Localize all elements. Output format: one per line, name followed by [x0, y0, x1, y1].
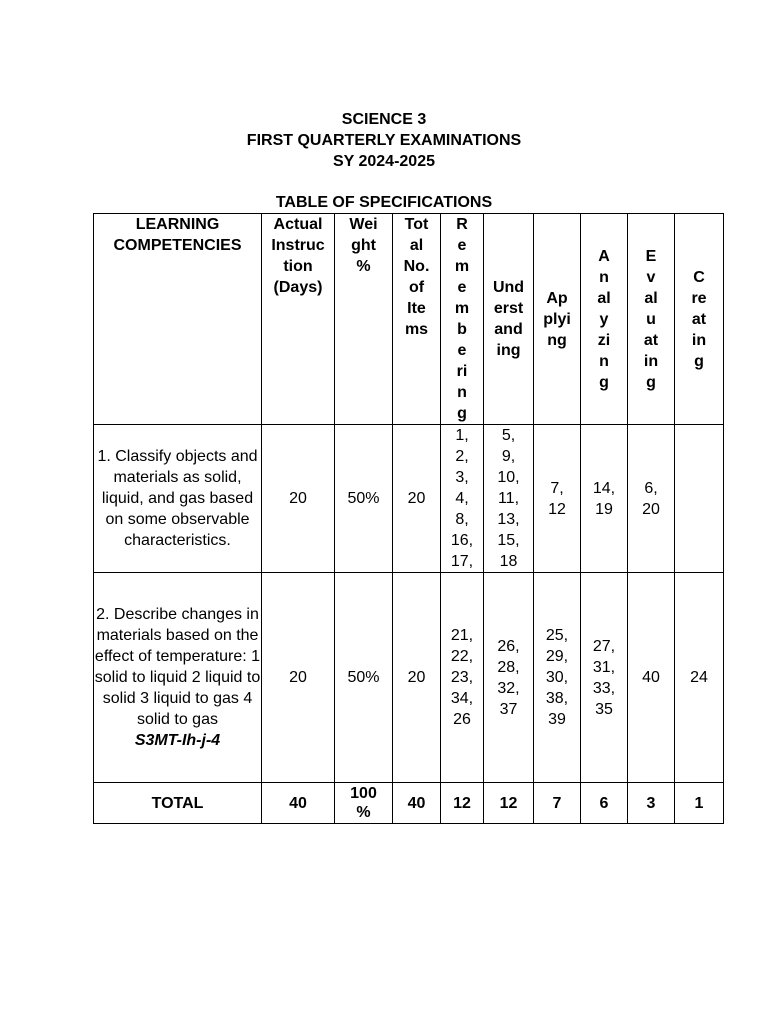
school-year: SY 2024-2025: [332, 153, 435, 170]
total-days: 40: [262, 783, 335, 824]
col-header-remembering: R e m e m b e ri n g: [441, 214, 484, 425]
total-items-cell: 20: [393, 425, 441, 573]
col-header-total-items: Tot al No. of Ite ms: [393, 214, 441, 425]
col-header-understanding: Und erst and ing: [484, 214, 534, 425]
col-header-applying: Ap plyi ng: [534, 214, 581, 425]
total-items-cell: 20: [393, 573, 441, 783]
col-header-weight: Wei ght %: [335, 214, 393, 425]
days-cell: 20: [262, 573, 335, 783]
table-row: [94, 425, 724, 573]
analyzing-cell: 27, 31, 33, 35: [581, 573, 628, 783]
specifications-table: [93, 213, 724, 824]
exam-title: FIRST QUARTERLY EXAMINATIONS: [246, 132, 522, 149]
understanding-cell: 26, 28, 32, 37: [484, 573, 534, 783]
total-items: 40: [393, 783, 441, 824]
understanding-cell: 5, 9, 10, 11, 13, 15, 18: [484, 425, 534, 573]
col-header-creating: C re at in g: [675, 214, 724, 425]
total-remembering: 12: [441, 783, 484, 824]
creating-cell: 24: [675, 573, 724, 783]
evaluating-cell: 6, 20: [628, 425, 675, 573]
total-creating: 1: [675, 783, 724, 824]
remembering-cell: 21, 22, 23, 34, 26: [441, 573, 484, 783]
weight-cell: 50%: [335, 573, 393, 783]
total-analyzing: 6: [581, 783, 628, 824]
total-weight: 100 %: [335, 783, 393, 824]
competency-cell: 1. Classify objects and materials as solid, liquid, and gas based on some observable characteristics.: [94, 425, 262, 573]
table-row: [94, 573, 724, 783]
total-row: [94, 783, 724, 824]
col-header-competencies: LEARNING COMPETENCIES: [94, 214, 262, 425]
col-header-analyzing: A n al y zi n g: [581, 214, 628, 425]
analyzing-cell: 14, 19: [581, 425, 628, 573]
col-header-evaluating: E v al u at in g: [628, 214, 675, 425]
applying-cell: 7, 12: [534, 425, 581, 573]
total-label: TOTAL: [94, 783, 262, 824]
remembering-cell: 1, 2, 3, 4, 8, 16, 17,: [441, 425, 484, 573]
days-cell: 20: [262, 425, 335, 573]
weight-cell: 50%: [335, 425, 393, 573]
total-evaluating: 3: [628, 783, 675, 824]
total-understanding: 12: [484, 783, 534, 824]
competency-code: S3MT-Ih-j-4: [134, 732, 221, 749]
header-row: [94, 214, 724, 425]
competency-cell: 2. Describe changes in materials based on the effect of temperature: 1 solid to liquid 2 liquid to solid 3 liquid to gas 4 solid to gas S3MT-Ih-j-4: [94, 573, 262, 783]
total-applying: 7: [534, 783, 581, 824]
creating-cell: [675, 425, 724, 573]
applying-cell: 25, 29, 30, 38, 39: [534, 573, 581, 783]
evaluating-cell: 40: [628, 573, 675, 783]
subject-title: SCIENCE 3: [341, 111, 427, 128]
col-header-days: Actual Instruc tion (Days): [262, 214, 335, 425]
table-title: TABLE OF SPECIFICATIONS: [275, 194, 493, 211]
